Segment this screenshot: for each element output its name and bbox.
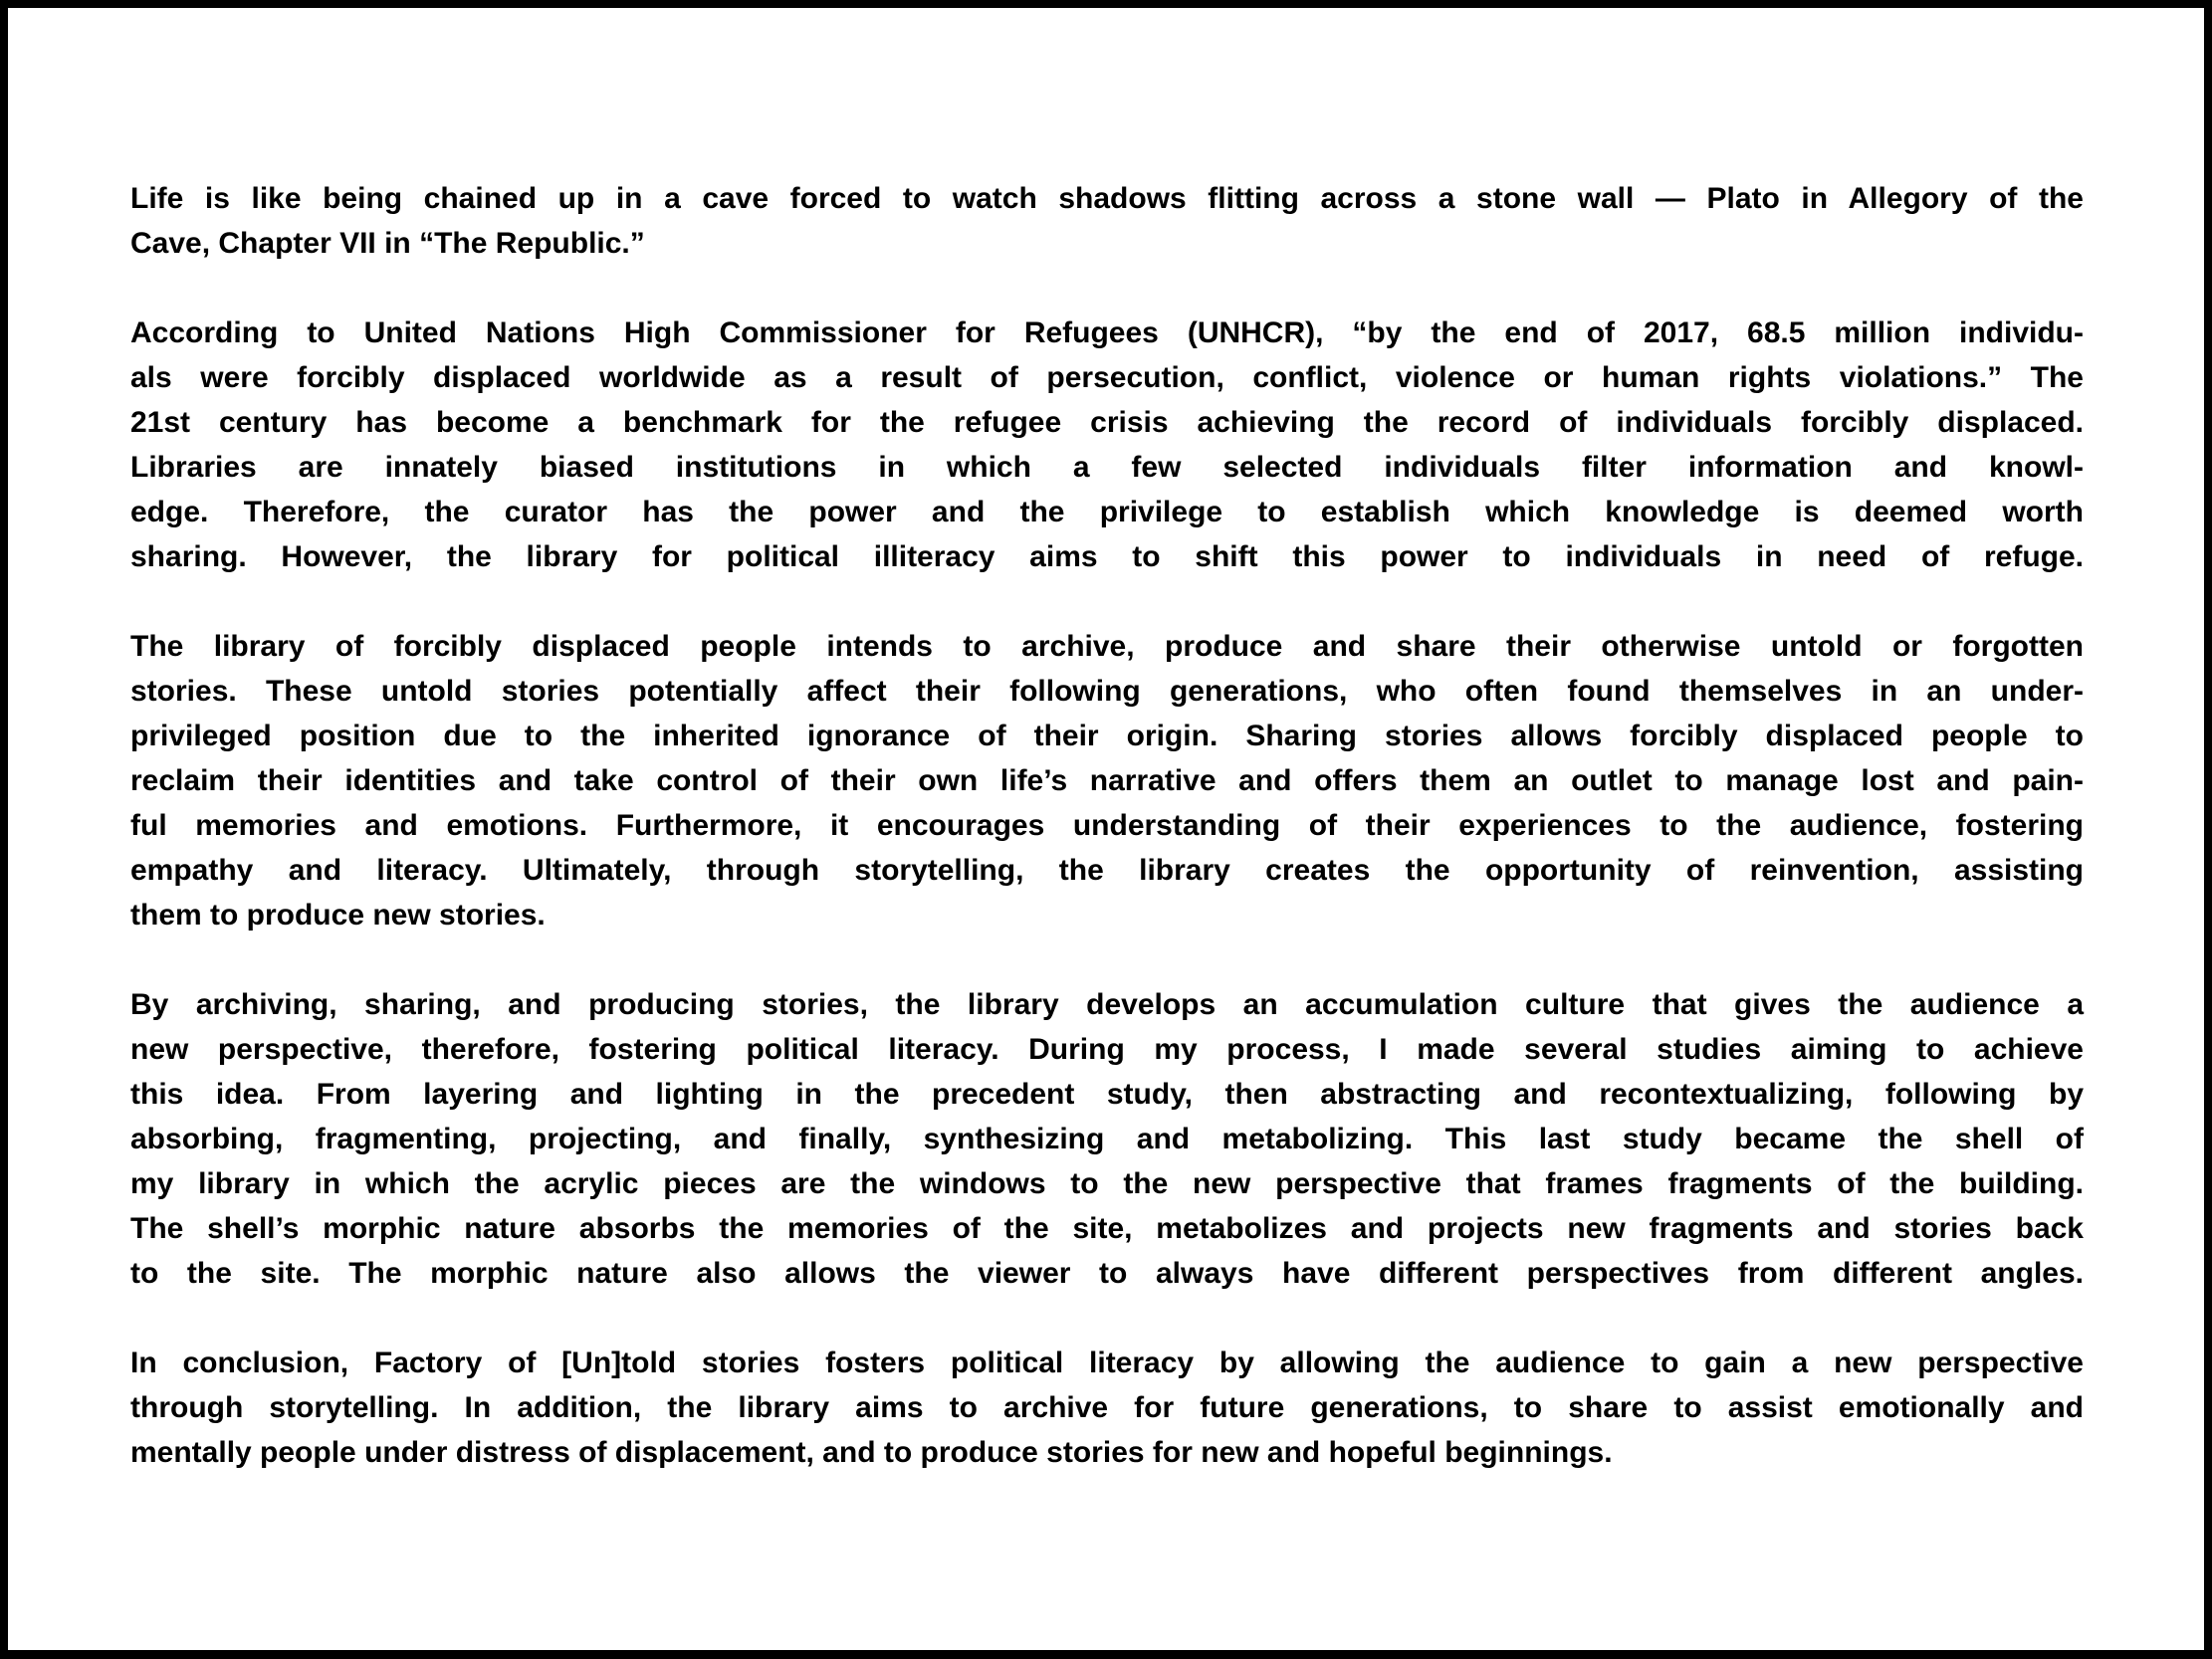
- text-line: reclaim their identities and take control of their own life’s narrative and offers them an outlet to manage lost and pain-: [130, 764, 2084, 797]
- paragraph: [130, 176, 2084, 266]
- text-line: to the site. The morphic nature also allows the viewer to always have different perspectives from different angles.: [130, 1257, 2084, 1290]
- text-line: ful memories and emotions. Furthermore, it encourages understanding of their experiences to the audience, fostering: [130, 809, 2084, 842]
- text-line: 21st century has become a benchmark for the refugee crisis achieving the record of individuals forcibly displaced.: [130, 406, 2084, 439]
- document-body: [130, 176, 2084, 1520]
- text-line: Libraries are innately biased institutions in which a few selected individuals filter information and knowl-: [130, 451, 2084, 484]
- paragraph: [130, 1341, 2084, 1475]
- text-line: stories. These untold stories potentially affect their following generations, who often found themselves in an under-: [130, 675, 2084, 708]
- text-line: By archiving, sharing, and producing stories, the library develops an accumulation culture that gives the audience a: [130, 988, 2084, 1021]
- text-line: sharing. However, the library for political illiteracy aims to shift this power to individuals in need of refuge.: [130, 540, 2084, 573]
- text-line: this idea. From layering and lighting in the precedent study, then abstracting and recontextualizing, following by: [130, 1078, 2084, 1111]
- text-line: them to produce new stories.: [130, 899, 546, 932]
- text-line: According to United Nations High Commissioner for Refugees (UNHCR), “by the end of 2017, 68.5 million individu-: [130, 316, 2084, 349]
- text-line: Cave, Chapter VII in “The Republic.”: [130, 227, 645, 260]
- text-line: In conclusion, Factory of [Un]told stories fosters political literacy by allowing the audience to gain a new perspective: [130, 1347, 2084, 1379]
- text-line: empathy and literacy. Ultimately, through storytelling, the library creates the opportunity of reinvention, assisting: [130, 854, 2084, 887]
- text-line: edge. Therefore, the curator has the power and the privilege to establish which knowledge is deemed worth: [130, 496, 2084, 528]
- paragraph: [130, 624, 2084, 937]
- text-line: The library of forcibly displaced people intends to archive, produce and share their otherwise untold or forgotten: [130, 630, 2084, 663]
- text-line: my library in which the acrylic pieces are the windows to the new perspective that frames fragments of the building.: [130, 1167, 2084, 1200]
- text-line: privileged position due to the inherited ignorance of their origin. Sharing stories allows forcibly displaced people to: [130, 720, 2084, 752]
- text-line: new perspective, therefore, fostering political literacy. During my process, I made several studies aiming to achieve: [130, 1033, 2084, 1066]
- text-line: als were forcibly displaced worldwide as a result of persecution, conflict, violence or human rights violations.” The: [130, 361, 2084, 394]
- paragraph: [130, 982, 2084, 1296]
- text-line: The shell’s morphic nature absorbs the memories of the site, metabolizes and projects new fragments and stories back: [130, 1212, 2084, 1245]
- paragraph: [130, 311, 2084, 579]
- text-line: through storytelling. In addition, the library aims to archive for future generations, to share to assist emotionally and: [130, 1391, 2084, 1424]
- text-line: Life is like being chained up in a cave forced to watch shadows flitting across a stone wall — Plato in Allegory of the: [130, 182, 2084, 215]
- text-line: mentally people under distress of displacement, and to produce stories for new and hopeful beginnings.: [130, 1436, 1613, 1469]
- text-line: absorbing, fragmenting, projecting, and finally, synthesizing and metabolizing. This last study became the shell of: [130, 1123, 2084, 1155]
